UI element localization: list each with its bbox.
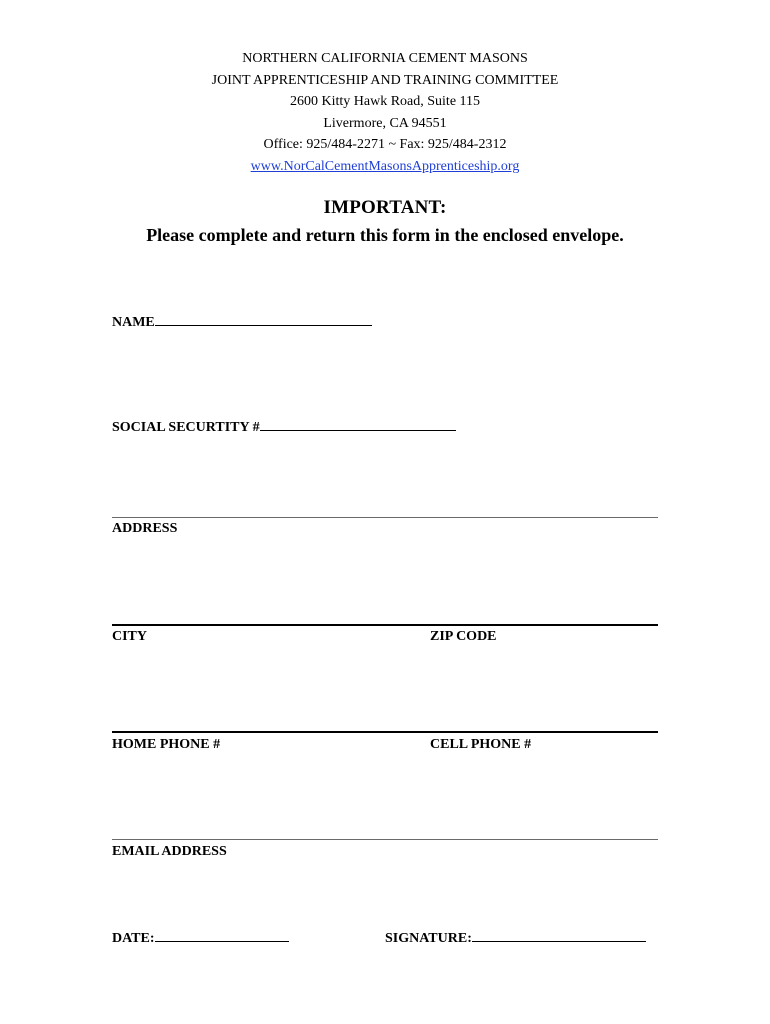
home-phone-label: HOME PHONE #: [112, 737, 221, 752]
signature-blank-line[interactable]: [472, 927, 646, 942]
date-label: DATE:: [112, 931, 155, 946]
letterhead: [0, 48, 770, 177]
ssn-field: [112, 416, 456, 437]
contact-numbers: Office: 925/484-2271 ~ Fax: 925/484-2312: [263, 137, 507, 152]
email-address-label: EMAIL ADDRESS: [112, 844, 227, 859]
ssn-label: SOCIAL SECURTITY #: [112, 420, 260, 435]
org-name-line-1: NORTHERN CALIFORNIA CEMENT MASONS: [242, 51, 528, 66]
city-label: CITY: [112, 629, 148, 644]
address-label: ADDRESS: [112, 521, 178, 536]
email-line[interactable]: [112, 839, 658, 840]
name-blank-line[interactable]: [155, 311, 372, 326]
ssn-blank-line[interactable]: [260, 416, 456, 431]
zip-code-label: ZIP CODE: [430, 629, 497, 644]
signature-label: SIGNATURE:: [385, 931, 472, 946]
city-state-zip: Livermore, CA 94551: [323, 115, 447, 131]
phone-line[interactable]: [112, 731, 658, 733]
date-field: [112, 927, 289, 948]
website-link[interactable]: www.NorCalCementMasonsApprenticeship.org: [250, 158, 520, 174]
notice-message: Please complete and return this form in the enclosed envelope.: [146, 225, 624, 245]
street-address: 2600 Kitty Hawk Road, Suite 115: [289, 94, 481, 109]
city-zip-line[interactable]: [112, 624, 658, 626]
important-notice: [0, 196, 770, 250]
org-name-line-2: JOINT APPRENTICESHIP AND TRAINING COMMITTEE: [211, 72, 559, 88]
address-line[interactable]: [112, 517, 658, 518]
date-blank-line[interactable]: [155, 927, 289, 942]
notice-title: IMPORTANT:: [323, 197, 447, 218]
name-field: [112, 311, 372, 332]
cell-phone-label: CELL PHONE #: [430, 737, 532, 752]
name-label: NAME: [112, 315, 155, 330]
signature-field: [385, 927, 646, 948]
